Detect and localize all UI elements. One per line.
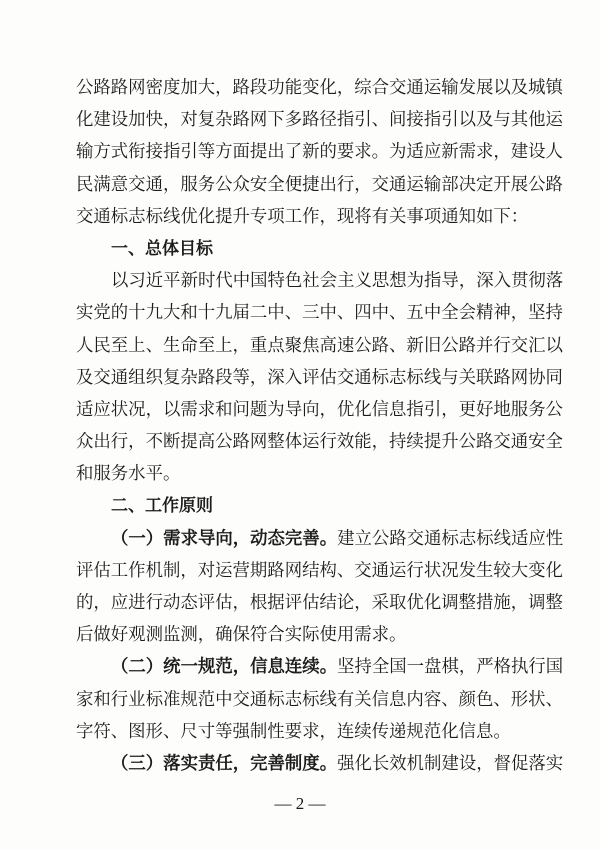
text-line: 家和行业标准规范中交通标志标线有关信息内容、颜色、形状、	[76, 689, 563, 710]
document-body	[76, 72, 564, 780]
text-line: 实党的十九大和十九届二中、三中、四中、五中全会精神，坚持	[76, 303, 563, 324]
text-line: 以习近平新时代中国特色社会主义思想为指导，深入贯彻落	[111, 271, 564, 292]
text-line: 的，应进行动态评估，根据评估结论，采取优化调整措施，调整	[76, 593, 563, 613]
principle-2-lead: （二）统一规范，信息连续。	[111, 657, 338, 678]
text-line: 输方式衔接指引等方面提出了新的要求。为适应新需求，建设人	[76, 142, 563, 163]
principle-1-lead: （一）需求导向，动态完善。	[111, 528, 338, 549]
principle-1-first-line	[76, 523, 564, 555]
principle-3-lead: （三）落实责任，完善制度。	[111, 753, 338, 774]
section-heading-principles: 二、工作原则	[111, 496, 213, 517]
text-line: 化建设加快，对复杂路网下多路径指引、间接指引以及与其他运	[76, 110, 563, 131]
text-line: 后做好观测监测，确保符合实际使用需求。	[76, 625, 407, 646]
text-line: 民满意交通，服务公众安全便捷出行，交通运输部决定开展公路	[76, 174, 563, 195]
text-line: 众出行，不断提高公路网整体运行效能，持续提升公路交通安全	[76, 432, 563, 453]
section-heading-goal: 一、总体目标	[111, 238, 213, 259]
principle-1-text: 建立公路交通标志标线适应性	[337, 528, 564, 549]
text-line: 交通标志标线优化提升专项工作，现将有关事项通知如下：	[76, 206, 529, 227]
text-line: 适应状况，以需求和问题为导向，优化信息指引，更好地服务公	[76, 399, 563, 420]
text-line: 人民至上、生命至上，重点聚焦高速公路、新旧公路并行交汇以	[76, 335, 563, 356]
principle-2-text: 坚持全国一盘棋，严格执行国	[337, 657, 564, 678]
principle-3-first-line	[76, 748, 564, 780]
text-line: 字符、图形、尺寸等强制性要求，连续传递规范化信息。	[76, 721, 511, 742]
page-number: — 2 —	[274, 794, 326, 813]
text-line: 公路路网密度加大，路段功能变化，综合交通运输发展以及城镇	[76, 78, 563, 98]
text-line: 和服务水平。	[76, 464, 181, 485]
principle-2-first-line	[76, 651, 564, 683]
principle-3-text: 强化长效机制建设，督促落实	[337, 753, 564, 774]
text-line: 及交通组织复杂路段等，深入评估交通标志标线与关联路网协同	[76, 367, 563, 388]
text-line: 评估工作机制，对运营期路网结构、交通运行状况发生较大变化	[76, 560, 563, 581]
